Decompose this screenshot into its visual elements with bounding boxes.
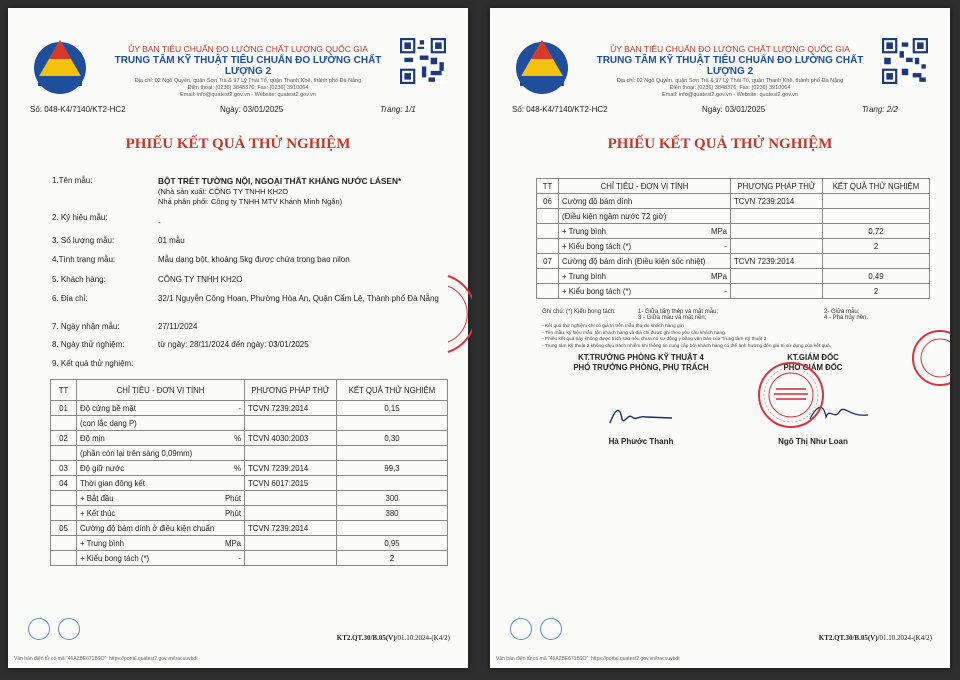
- cell-result: 380: [337, 506, 448, 521]
- criteria-text: (con lắc dạng P): [80, 418, 137, 428]
- cell-criteria: [559, 224, 731, 239]
- cell-result: 99,3: [337, 461, 448, 476]
- customer: CÔNG TY TNHH KH2O: [158, 275, 243, 284]
- form-code: KT2.QT.30/B.05(V)/01.10.2024-(K4/2): [818, 634, 932, 642]
- criteria-text: Cường độ bám dính ở điều kiện chuẩn: [80, 523, 215, 533]
- table-row: [51, 491, 448, 506]
- disclaimer-4: - Trung tâm Kỹ thuật 2 không chịu trách nhiệm khi thông tin cung cấp bởi khách hàng có thể ảnh hưởng đến giá trị sử dụng của kết quả.: [542, 343, 831, 349]
- criteria-unit: %: [234, 463, 241, 473]
- cell-method: TCVN 7239:2014: [245, 521, 337, 536]
- cell-method: [245, 416, 337, 431]
- org-phone: Điện thoại: (0236) 3848376; Fax: (0236) 3910064: [669, 85, 791, 91]
- sample-state: Mẫu dạng bột, khoảng 5kg được chứa trong bao nilon: [158, 255, 350, 264]
- criteria-unit: Phút: [224, 508, 241, 518]
- signer-right-role: PHÓ GIÁM ĐỐC: [783, 363, 843, 372]
- cell-criteria: [77, 476, 245, 491]
- header-criteria: CHỈ TIÊU - ĐƠN VỊ TÍNH: [559, 179, 731, 194]
- cell-tt: [537, 269, 559, 284]
- handwritten-signature-icon: [606, 403, 676, 429]
- sample-state-label: 4.Tình trạng mẫu:: [52, 255, 116, 264]
- cell-method: [245, 446, 337, 461]
- org-parent-name: ỦY BAN TIÊU CHUẨN ĐO LƯỜNG CHẤT LƯỢNG QUỐC GIA: [128, 44, 368, 54]
- table-row: [537, 224, 930, 239]
- organization-header: [98, 44, 398, 98]
- criteria-unit: MPa: [710, 226, 727, 236]
- table-header-row: [537, 179, 930, 194]
- official-seal-icon: [756, 360, 826, 430]
- cell-result: [337, 476, 448, 491]
- cell-tt: [537, 284, 559, 299]
- cell-criteria: [77, 461, 245, 476]
- signer-right-name: Ngô Thị Như Loan: [778, 437, 848, 446]
- boa-logo-icon: [28, 618, 50, 640]
- cell-tt: [51, 536, 77, 551]
- report-meta: [30, 105, 446, 114]
- table-header-row: [51, 380, 448, 401]
- disclaimer-1: - Kết quả thử nghiệm chỉ có giá trị trên mẫu thử do khách hàng gửi: [542, 324, 684, 329]
- sample-qty: 01 mẫu: [158, 236, 185, 245]
- table-row: [537, 254, 930, 269]
- report-number: Số: 048-K4/7140/KT2-HC2: [512, 105, 608, 114]
- accreditation-logos: [510, 618, 562, 640]
- cell-criteria: [77, 551, 245, 566]
- header-method: PHƯƠNG PHÁP THỬ: [731, 179, 823, 194]
- cell-criteria: [77, 416, 245, 431]
- report-meta: [512, 105, 928, 114]
- org-email: Email: info@quatest2.gov.vn - Website: quatest2.gov.vn: [662, 92, 798, 98]
- cell-tt: [537, 224, 559, 239]
- note-type-2: 2- Giữa mẫu;: [824, 309, 860, 315]
- header-tt: TT: [51, 380, 77, 401]
- disclaimer: [542, 324, 932, 350]
- table-row: [51, 521, 448, 536]
- org-name: TRUNG TÂM KỸ THUẬT TIÊU CHUẨN ĐO LƯỜNG CHẤT LƯỢNG 2: [596, 55, 864, 77]
- table-row: [537, 194, 930, 209]
- cell-tt: [51, 551, 77, 566]
- form-code-id: KT2.QT.30/B.05(V): [336, 634, 396, 642]
- disclaimer-2: - Tên mẫu, ký hiệu mẫu, tên khách hàng và địa chỉ được ghi theo yêu cầu khách hàng.: [542, 330, 727, 336]
- cell-tt: 07: [537, 254, 559, 269]
- form-code-date: 01.10.2024-(K4/2): [879, 634, 932, 642]
- seal-edge-icon: [446, 272, 472, 356]
- note-label: Ghi chú: (*) Kiểu bong tách:: [542, 309, 616, 315]
- cell-method: [731, 269, 823, 284]
- note-type-4: 4 - Phá hủy nền.: [824, 315, 869, 321]
- criteria-unit: MPa: [224, 538, 241, 548]
- report-number: Số: 048-K4/7140/KT2-HC2: [30, 105, 126, 114]
- page-number: Trang: 1/1: [380, 105, 416, 114]
- cell-result: 0,30: [337, 431, 448, 446]
- note-type-3: 3 - Giữa mẫu và mặt nền;: [638, 315, 707, 321]
- address-label: 6. Địa chỉ:: [52, 294, 88, 303]
- criteria-text: + Trung bình: [562, 226, 606, 236]
- cell-criteria: [77, 446, 245, 461]
- criteria-text: (Điều kiện ngâm nước 72 giờ): [562, 211, 667, 221]
- form-code-date: 01.10.2024-(K4/2): [397, 634, 450, 642]
- signer-left-title: KT.TRƯỞNG PHÒNG KỸ THUẬT 4: [578, 353, 704, 362]
- cell-criteria: [559, 239, 731, 254]
- table-row: [537, 269, 930, 284]
- criteria-text: + Kiểu bong tách (*): [562, 241, 632, 251]
- table-row: [51, 551, 448, 566]
- cell-result: 300: [337, 491, 448, 506]
- e-document-link: Văn bản điện tử có mã "46A2BE671B9O": https://portal.quatest2.gov.vn/tracuuvbdt: [496, 656, 680, 662]
- table-row: [51, 476, 448, 491]
- cell-tt: 04: [51, 476, 77, 491]
- org-address: Địa chỉ: 02 Ngô Quyền, quận Sơn Trà & 97 Lý Thái Tổ, quận Thanh Khê, thành phố Đà Nẵng: [616, 78, 844, 84]
- cell-method: [245, 536, 337, 551]
- sample-qty-label: 3. Số lượng mẫu:: [52, 236, 115, 245]
- address: 32/1 Nguyễn Công Hoan, Phường Hòa An, Quận Cẩm Lệ, Thành phố Đà Nẵng: [158, 294, 439, 303]
- cell-method: [731, 239, 823, 254]
- cell-method: [731, 284, 823, 299]
- cell-method: TCVN 7239:2014: [731, 254, 823, 269]
- signer-left-name: Hà Phước Thanh: [608, 437, 674, 446]
- criteria-unit: -: [724, 286, 727, 296]
- report-title: PHIẾU KẾT QUẢ THỬ NGHIỆM: [607, 136, 833, 152]
- criteria-text: Thời gian đông kết: [80, 478, 145, 488]
- cell-result: [337, 446, 448, 461]
- boa-logo-icon: [510, 618, 532, 640]
- criteria-unit: -: [238, 553, 241, 563]
- cell-result: 0,95: [337, 536, 448, 551]
- form-code: KT2.QT.30/B.05(V)/01.10.2024-(K4/2): [336, 634, 450, 642]
- results-table: [50, 379, 448, 566]
- table-row: [51, 461, 448, 476]
- results-table-continued: [536, 178, 930, 299]
- table-row: [51, 416, 448, 431]
- cell-tt: 05: [51, 521, 77, 536]
- cell-criteria: [559, 284, 731, 299]
- org-email: Email: info@quatest2.gov.vn - Website: quatest2.gov.vn: [180, 92, 316, 98]
- table-row: [51, 401, 448, 416]
- cell-method: TCVN 7239:2014: [245, 401, 337, 416]
- cell-tt: [537, 209, 559, 224]
- cell-criteria: [77, 536, 245, 551]
- criteria-text: + Kiểu bong tách (*): [80, 553, 150, 563]
- criteria-text: + Trung bình: [80, 538, 124, 548]
- org-phone: Điện thoại: (0236) 3848376; Fax: (0236) 3910064: [187, 85, 309, 91]
- header-method: PHƯƠNG PHÁP THỬ: [245, 380, 337, 401]
- org-name: TRUNG TÂM KỸ THUẬT TIÊU CHUẨN ĐO LƯỜNG CHẤT LƯỢNG 2: [114, 55, 382, 77]
- criteria-text: Độ mịn: [80, 433, 105, 443]
- cell-method: [731, 224, 823, 239]
- cell-criteria: [559, 269, 731, 284]
- cell-tt: [51, 446, 77, 461]
- note-type-1: 1- Giữa tấm thép và mặt mẫu;: [638, 309, 719, 315]
- header-result: KẾT QUẢ THỬ NGHIỆM: [823, 179, 930, 194]
- cell-method: TCVN 7239:2014: [731, 194, 823, 209]
- report-date: Ngày: 03/01/2025: [220, 105, 284, 114]
- cell-result: 0,49: [823, 269, 930, 284]
- cell-tt: [51, 506, 77, 521]
- cell-method: [245, 491, 337, 506]
- header-tt: TT: [537, 179, 559, 194]
- cell-result: 0,15: [337, 401, 448, 416]
- cell-criteria: [559, 209, 731, 224]
- table-row: [51, 431, 448, 446]
- notes-section: [542, 309, 932, 350]
- criteria-unit: -: [724, 241, 727, 251]
- criteria-text: + Bắt đầu: [80, 493, 114, 503]
- manufacturer: (Nhà sản xuất: CÔNG TY TNHH KH2O: [158, 187, 289, 196]
- cell-tt: [51, 491, 77, 506]
- cell-tt: 06: [537, 194, 559, 209]
- customer-label: 5. Khách hàng:: [52, 275, 106, 284]
- header-result: KẾT QUẢ THỬ NGHIỆM: [337, 380, 448, 401]
- cell-result: [337, 416, 448, 431]
- cell-criteria: [77, 431, 245, 446]
- cell-result: [823, 209, 930, 224]
- cell-result: [823, 194, 930, 209]
- criteria-text: + Kết thúc: [80, 508, 116, 518]
- table-row: [51, 536, 448, 551]
- report-page-1: [8, 8, 468, 668]
- seal-edge-icon: [900, 328, 950, 388]
- vilas-logo-icon: [540, 618, 562, 640]
- cell-criteria: [77, 401, 245, 416]
- e-document-link: Văn bản điện tử có mã "46A2BE671B9O": https://portal.quatest2.gov.vn/tracuuvbdt: [14, 656, 198, 662]
- criteria-text: Cường độ bám dính: [562, 196, 633, 206]
- cell-result: [823, 254, 930, 269]
- sample-info: [52, 176, 452, 368]
- org-parent-name: ỦY BAN TIÊU CHUẨN ĐO LƯỜNG CHẤT LƯỢNG QUỐC GIA: [610, 44, 850, 54]
- criteria-text: (phần còn lại trên sàng 0,09mm): [80, 448, 193, 458]
- cell-tt: 03: [51, 461, 77, 476]
- received-date-label: 7. Ngày nhận mẫu:: [52, 322, 120, 331]
- cell-result: 2: [823, 239, 930, 254]
- organization-header: [580, 44, 880, 98]
- cell-method: [245, 551, 337, 566]
- cell-criteria: [559, 254, 731, 269]
- criteria-unit: Phút: [224, 493, 241, 503]
- cell-tt: [51, 416, 77, 431]
- distributor: Nhà phân phối: Công ty TNHH MTV Khánh Minh Ngân): [158, 197, 343, 206]
- cell-result: 0,72: [823, 224, 930, 239]
- criteria-text: Độ cứng bề mặt: [80, 403, 136, 413]
- signature-left: [556, 353, 726, 446]
- criteria-unit: MPa: [710, 271, 727, 281]
- sample-code: -: [158, 218, 161, 227]
- signer-left-role: PHÓ TRƯỞNG PHÒNG, PHỤ TRÁCH: [573, 363, 709, 372]
- quatest-logo-icon: [30, 36, 90, 96]
- criteria-text: Độ giữ nước: [80, 463, 125, 473]
- cell-method: [245, 506, 337, 521]
- sample-name-label: 1.Tên mẫu:: [52, 176, 93, 185]
- cell-criteria: [77, 506, 245, 521]
- received-date: 27/11/2024: [158, 322, 198, 331]
- report-date: Ngày: 03/01/2025: [702, 105, 766, 114]
- criteria-unit: %: [234, 433, 241, 443]
- signer-right-title: KT.GIÁM ĐỐC: [787, 353, 839, 362]
- quatest-logo-icon: [512, 36, 572, 96]
- qr-code-icon: [400, 38, 446, 84]
- accreditation-logos: [28, 618, 80, 640]
- form-code-id: KT2.QT.30/B.05(V): [818, 634, 878, 642]
- cell-method: TCVN 4030:2003: [245, 431, 337, 446]
- table-row: [51, 506, 448, 521]
- cell-tt: 02: [51, 431, 77, 446]
- cell-tt: [537, 239, 559, 254]
- page-number: Trang: 2/2: [862, 105, 898, 114]
- criteria-text: + Kiểu bong tách (*): [562, 286, 632, 296]
- header-criteria: CHỈ TIÊU - ĐƠN VỊ TÍNH: [77, 380, 245, 401]
- sample-name: BỘT TRÉT TƯỜNG NỘI, NGOẠI THẤT KHÁNG NƯỚC LÁSEN*: [158, 176, 402, 186]
- criteria-unit: -: [238, 403, 241, 413]
- table-row: [537, 239, 930, 254]
- cell-method: TCVN 6017:2015: [245, 476, 337, 491]
- table-row: [51, 446, 448, 461]
- criteria-text: + Trung bình: [562, 271, 606, 281]
- cell-result: 2: [823, 284, 930, 299]
- cell-result: 2: [337, 551, 448, 566]
- cell-criteria: [559, 194, 731, 209]
- disclaimer-3: - Phiếu kết quả này không được trích sao nếu chưa có sự đồng ý bằng văn bản của Trung tâm Kỹ thuật 2: [542, 337, 767, 343]
- cell-criteria: [77, 491, 245, 506]
- report-page-2: [490, 8, 950, 668]
- vilas-logo-icon: [58, 618, 80, 640]
- criteria-text: Cường độ bám dính (Điều kiện sốc nhiệt): [562, 256, 706, 266]
- test-date-label: 8. Ngày thử nghiệm:: [52, 340, 125, 349]
- sample-code-label: 2. Ký hiệu mẫu:: [52, 213, 108, 222]
- cell-method: [731, 209, 823, 224]
- cell-tt: 01: [51, 401, 77, 416]
- results-label: 9. Kết quả thử nghiệm:: [52, 359, 134, 368]
- cell-method: TCVN 7239:2014: [245, 461, 337, 476]
- qr-code-icon: [882, 38, 928, 84]
- cell-result: [337, 521, 448, 536]
- table-row: [537, 284, 930, 299]
- cell-criteria: [77, 521, 245, 536]
- report-title: PHIẾU KẾT QUẢ THỬ NGHIỆM: [125, 136, 351, 152]
- test-date: từ ngày: 28/11/2024 đến ngày: 03/01/2025: [158, 340, 309, 349]
- table-row: [537, 209, 930, 224]
- org-address: Địa chỉ: 02 Ngô Quyền, quận Sơn Trà & 97 Lý Thái Tổ, quận Thanh Khê, thành phố Đà Nẵng: [134, 78, 362, 84]
